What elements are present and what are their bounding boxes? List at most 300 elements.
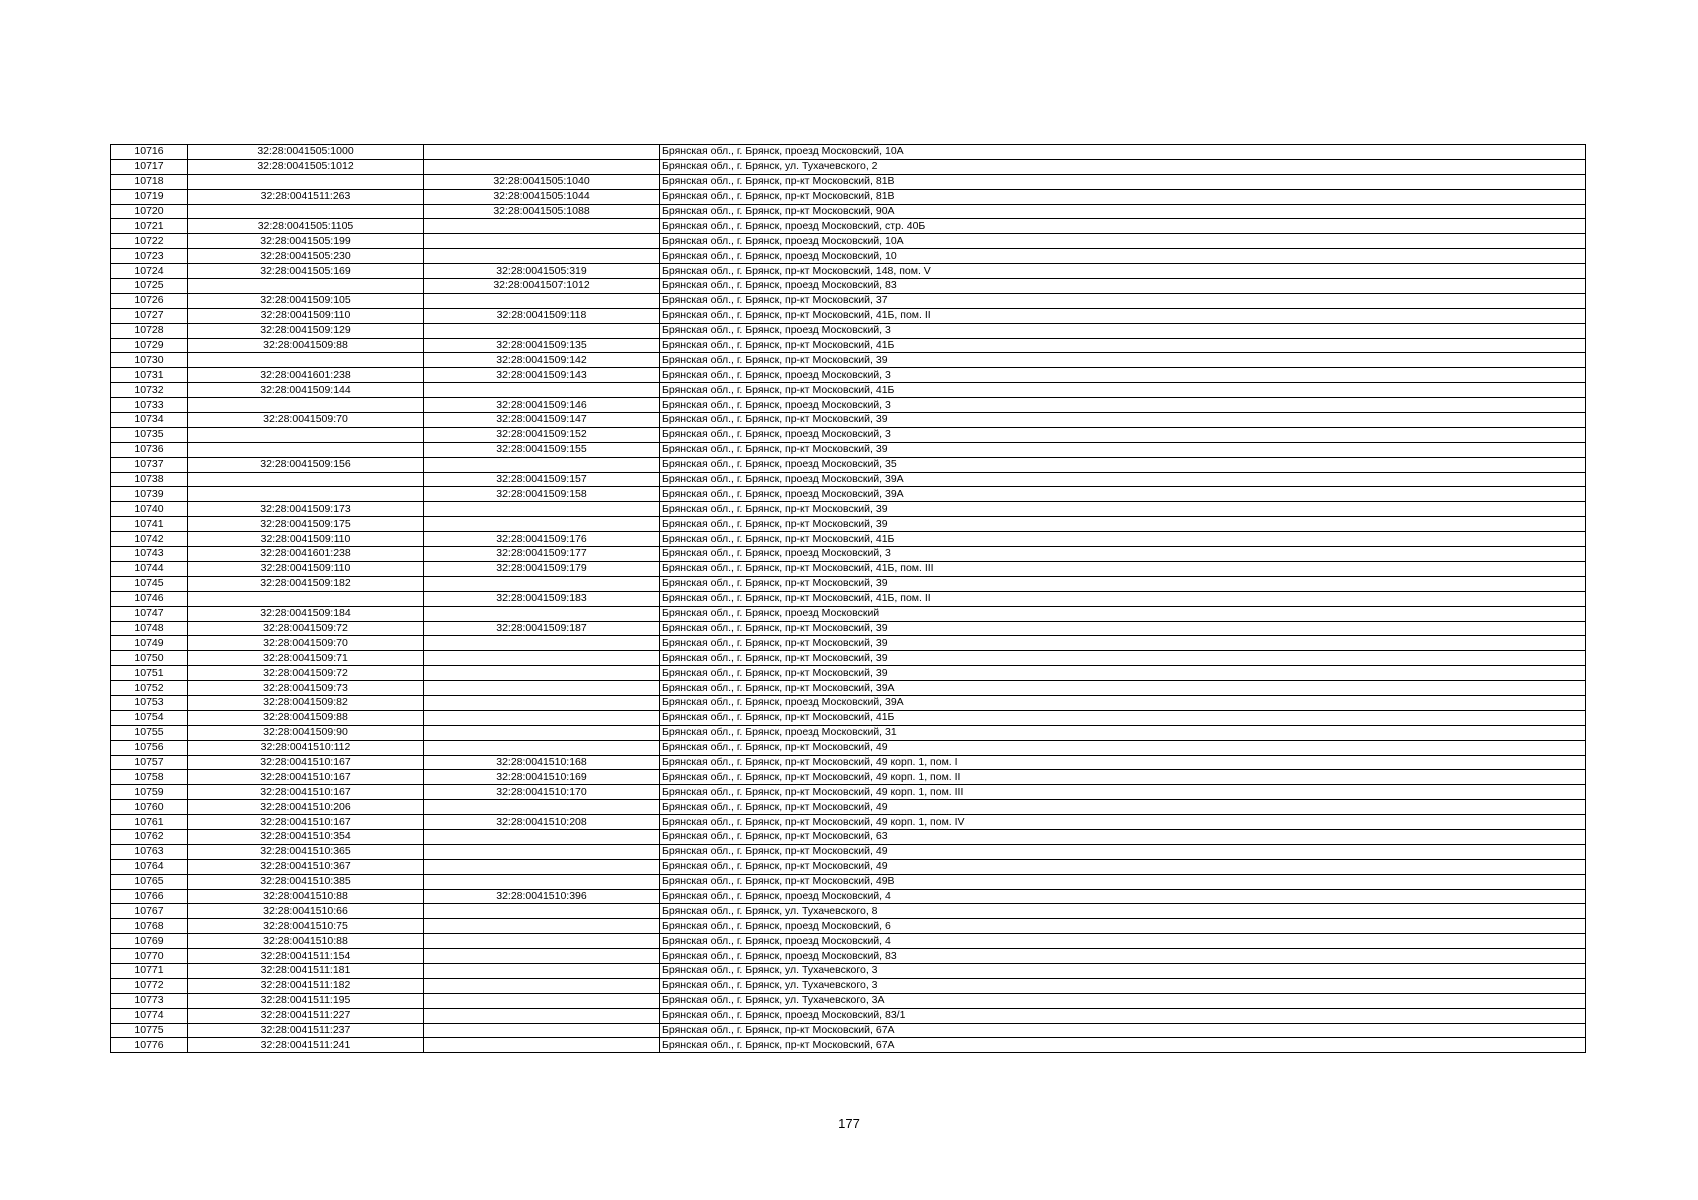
land-cadastral-number-cell: 32:28:0041511:263 <box>188 189 424 204</box>
object-cadastral-number-cell <box>424 576 660 591</box>
address-cell: Брянская обл., г. Брянск, проезд Московский, 39А <box>660 487 1586 502</box>
object-cadastral-number-cell <box>424 383 660 398</box>
row-number-cell: 10772 <box>111 978 188 993</box>
object-cadastral-number-cell: 32:28:0041505:1088 <box>424 204 660 219</box>
address-cell: Брянская обл., г. Брянск, пр-кт Московский, 39 <box>660 353 1586 368</box>
table-row <box>111 472 1586 487</box>
object-cadastral-number-cell: 32:28:0041509:146 <box>424 398 660 413</box>
address-cell: Брянская обл., г. Брянск, пр-кт Московский, 49 корп. 1, пом. I <box>660 755 1586 770</box>
object-cadastral-number-cell: 32:28:0041510:208 <box>424 815 660 830</box>
row-number-cell: 10737 <box>111 457 188 472</box>
object-cadastral-number-cell: 32:28:0041509:142 <box>424 353 660 368</box>
table-row <box>111 159 1586 174</box>
table-row <box>111 963 1586 978</box>
land-cadastral-number-cell: 32:28:0041509:110 <box>188 532 424 547</box>
address-cell: Брянская обл., г. Брянск, проезд Московский, 3 <box>660 323 1586 338</box>
row-number-cell: 10768 <box>111 919 188 934</box>
table-row <box>111 993 1586 1008</box>
row-number-cell: 10765 <box>111 874 188 889</box>
land-cadastral-number-cell: 32:28:0041509:73 <box>188 681 424 696</box>
row-number-cell: 10761 <box>111 815 188 830</box>
table-row <box>111 919 1586 934</box>
object-cadastral-number-cell <box>424 636 660 651</box>
land-cadastral-number-cell: 32:28:0041509:110 <box>188 308 424 323</box>
row-number-cell: 10753 <box>111 695 188 710</box>
object-cadastral-number-cell <box>424 1008 660 1023</box>
address-cell: Брянская обл., г. Брянск, проезд Московский, 4 <box>660 934 1586 949</box>
row-number-cell: 10771 <box>111 963 188 978</box>
row-number-cell: 10774 <box>111 1008 188 1023</box>
land-cadastral-number-cell: 32:28:0041511:182 <box>188 978 424 993</box>
address-cell: Брянская обл., г. Брянск, пр-кт Московский, 49 корп. 1, пом. II <box>660 770 1586 785</box>
land-cadastral-number-cell: 32:28:0041510:167 <box>188 785 424 800</box>
land-cadastral-number-cell: 32:28:0041510:75 <box>188 919 424 934</box>
object-cadastral-number-cell: 32:28:0041509:179 <box>424 561 660 576</box>
address-cell: Брянская обл., г. Брянск, проезд Московский, 83 <box>660 279 1586 294</box>
table-row <box>111 934 1586 949</box>
object-cadastral-number-cell: 32:28:0041510:396 <box>424 889 660 904</box>
address-cell: Брянская обл., г. Брянск, проезд Московский, 3 <box>660 398 1586 413</box>
address-cell: Брянская обл., г. Брянск, проезд Московский, 35 <box>660 457 1586 472</box>
land-cadastral-number-cell: 32:28:0041511:237 <box>188 1023 424 1038</box>
table-row <box>111 681 1586 696</box>
row-number-cell: 10749 <box>111 636 188 651</box>
address-cell: Брянская обл., г. Брянск, пр-кт Московский, 41Б, пом. II <box>660 591 1586 606</box>
row-number-cell: 10738 <box>111 472 188 487</box>
land-cadastral-number-cell <box>188 398 424 413</box>
land-cadastral-number-cell: 32:28:0041601:238 <box>188 547 424 562</box>
address-cell: Брянская обл., г. Брянск, пр-кт Московский, 41Б <box>660 338 1586 353</box>
row-number-cell: 10739 <box>111 487 188 502</box>
row-number-cell: 10773 <box>111 993 188 1008</box>
address-cell: Брянская обл., г. Брянск, проезд Московский, 6 <box>660 919 1586 934</box>
table-row <box>111 576 1586 591</box>
object-cadastral-number-cell: 32:28:0041509:183 <box>424 591 660 606</box>
land-cadastral-number-cell: 32:28:0041509:70 <box>188 413 424 428</box>
object-cadastral-number-cell <box>424 978 660 993</box>
object-cadastral-number-cell: 32:28:0041505:1040 <box>424 174 660 189</box>
table-row <box>111 1008 1586 1023</box>
table-row <box>111 874 1586 889</box>
row-number-cell: 10762 <box>111 829 188 844</box>
table-row <box>111 234 1586 249</box>
row-number-cell: 10731 <box>111 368 188 383</box>
row-number-cell: 10750 <box>111 651 188 666</box>
table-row <box>111 829 1586 844</box>
address-cell: Брянская обл., г. Брянск, пр-кт Московский, 39 <box>660 517 1586 532</box>
address-cell: Брянская обл., г. Брянск, пр-кт Московский, 90А <box>660 204 1586 219</box>
address-cell: Брянская обл., г. Брянск, пр-кт Московский, 49В <box>660 874 1586 889</box>
land-cadastral-number-cell <box>188 353 424 368</box>
row-number-cell: 10730 <box>111 353 188 368</box>
land-cadastral-number-cell: 32:28:0041509:71 <box>188 651 424 666</box>
land-cadastral-number-cell: 32:28:0041511:241 <box>188 1038 424 1053</box>
land-cadastral-number-cell: 32:28:0041510:167 <box>188 755 424 770</box>
object-cadastral-number-cell <box>424 606 660 621</box>
object-cadastral-number-cell: 32:28:0041509:152 <box>424 427 660 442</box>
row-number-cell: 10732 <box>111 383 188 398</box>
table-row <box>111 740 1586 755</box>
object-cadastral-number-cell: 32:28:0041510:168 <box>424 755 660 770</box>
land-cadastral-number-cell: 32:28:0041509:88 <box>188 710 424 725</box>
address-cell: Брянская обл., г. Брянск, пр-кт Московский, 63 <box>660 829 1586 844</box>
row-number-cell: 10751 <box>111 666 188 681</box>
object-cadastral-number-cell <box>424 859 660 874</box>
address-cell: Брянская обл., г. Брянск, пр-кт Московский, 41Б, пом. II <box>660 308 1586 323</box>
row-number-cell: 10716 <box>111 145 188 160</box>
address-cell: Брянская обл., г. Брянск, проезд Московский, 83/1 <box>660 1008 1586 1023</box>
land-cadastral-number-cell: 32:28:0041505:199 <box>188 234 424 249</box>
land-cadastral-number-cell: 32:28:0041601:238 <box>188 368 424 383</box>
land-cadastral-number-cell: 32:28:0041505:1000 <box>188 145 424 160</box>
land-cadastral-number-cell: 32:28:0041505:1012 <box>188 159 424 174</box>
registry-table-body <box>111 145 1586 1053</box>
land-cadastral-number-cell: 32:28:0041511:227 <box>188 1008 424 1023</box>
table-row <box>111 279 1586 294</box>
table-row <box>111 293 1586 308</box>
table-row <box>111 323 1586 338</box>
object-cadastral-number-cell: 32:28:0041510:169 <box>424 770 660 785</box>
row-number-cell: 10752 <box>111 681 188 696</box>
table-row <box>111 427 1586 442</box>
object-cadastral-number-cell <box>424 919 660 934</box>
address-cell: Брянская обл., г. Брянск, пр-кт Московский, 49 <box>660 859 1586 874</box>
table-row <box>111 353 1586 368</box>
land-cadastral-number-cell: 32:28:0041511:181 <box>188 963 424 978</box>
address-cell: Брянская обл., г. Брянск, проезд Московский, 83 <box>660 949 1586 964</box>
land-cadastral-number-cell: 32:28:0041510:367 <box>188 859 424 874</box>
address-cell: Брянская обл., г. Брянск, ул. Тухачевского, 3 <box>660 963 1586 978</box>
object-cadastral-number-cell: 32:28:0041509:158 <box>424 487 660 502</box>
object-cadastral-number-cell <box>424 681 660 696</box>
address-cell: Брянская обл., г. Брянск, проезд Московский, 3 <box>660 547 1586 562</box>
land-cadastral-number-cell: 32:28:0041509:72 <box>188 621 424 636</box>
address-cell: Брянская обл., г. Брянск, ул. Тухачевского, 3 <box>660 978 1586 993</box>
row-number-cell: 10755 <box>111 725 188 740</box>
object-cadastral-number-cell <box>424 963 660 978</box>
object-cadastral-number-cell <box>424 934 660 949</box>
object-cadastral-number-cell <box>424 904 660 919</box>
land-cadastral-number-cell: 32:28:0041509:173 <box>188 502 424 517</box>
land-cadastral-number-cell: 32:28:0041510:167 <box>188 815 424 830</box>
table-row <box>111 1023 1586 1038</box>
table-row <box>111 219 1586 234</box>
object-cadastral-number-cell: 32:28:0041509:187 <box>424 621 660 636</box>
land-cadastral-number-cell: 32:28:0041509:184 <box>188 606 424 621</box>
row-number-cell: 10725 <box>111 279 188 294</box>
land-cadastral-number-cell: 32:28:0041505:230 <box>188 249 424 264</box>
land-cadastral-number-cell <box>188 279 424 294</box>
row-number-cell: 10754 <box>111 710 188 725</box>
address-cell: Брянская обл., г. Брянск, пр-кт Московский, 41Б <box>660 383 1586 398</box>
table-row <box>111 308 1586 323</box>
address-cell: Брянская обл., г. Брянск, пр-кт Московский, 39 <box>660 651 1586 666</box>
address-cell: Брянская обл., г. Брянск, пр-кт Московский, 41Б <box>660 710 1586 725</box>
object-cadastral-number-cell: 32:28:0041509:155 <box>424 442 660 457</box>
object-cadastral-number-cell <box>424 829 660 844</box>
row-number-cell: 10756 <box>111 740 188 755</box>
row-number-cell: 10776 <box>111 1038 188 1053</box>
object-cadastral-number-cell <box>424 517 660 532</box>
row-number-cell: 10717 <box>111 159 188 174</box>
table-row <box>111 785 1586 800</box>
table-row <box>111 264 1586 279</box>
address-cell: Брянская обл., г. Брянск, пр-кт Московский, 41Б <box>660 532 1586 547</box>
address-cell: Брянская обл., г. Брянск, проезд Московский, 3 <box>660 368 1586 383</box>
address-cell: Брянская обл., г. Брянск, ул. Тухачевского, 3А <box>660 993 1586 1008</box>
row-number-cell: 10746 <box>111 591 188 606</box>
land-cadastral-number-cell: 32:28:0041510:365 <box>188 844 424 859</box>
row-number-cell: 10766 <box>111 889 188 904</box>
address-cell: Брянская обл., г. Брянск, проезд Московский, 31 <box>660 725 1586 740</box>
row-number-cell: 10775 <box>111 1023 188 1038</box>
object-cadastral-number-cell <box>424 159 660 174</box>
address-cell: Брянская обл., г. Брянск, проезд Московский, 10А <box>660 145 1586 160</box>
table-row <box>111 1038 1586 1053</box>
land-cadastral-number-cell: 32:28:0041510:88 <box>188 889 424 904</box>
row-number-cell: 10720 <box>111 204 188 219</box>
address-cell: Брянская обл., г. Брянск, пр-кт Московский, 37 <box>660 293 1586 308</box>
table-row <box>111 904 1586 919</box>
row-number-cell: 10770 <box>111 949 188 964</box>
address-cell: Брянская обл., г. Брянск, пр-кт Московский, 39 <box>660 413 1586 428</box>
land-cadastral-number-cell: 32:28:0041510:112 <box>188 740 424 755</box>
table-row <box>111 398 1586 413</box>
land-cadastral-number-cell: 32:28:0041509:156 <box>188 457 424 472</box>
row-number-cell: 10736 <box>111 442 188 457</box>
address-cell: Брянская обл., г. Брянск, ул. Тухачевского, 8 <box>660 904 1586 919</box>
land-cadastral-number-cell: 32:28:0041509:88 <box>188 338 424 353</box>
table-row <box>111 889 1586 904</box>
object-cadastral-number-cell <box>424 249 660 264</box>
object-cadastral-number-cell <box>424 740 660 755</box>
table-row <box>111 725 1586 740</box>
table-row <box>111 695 1586 710</box>
row-number-cell: 10718 <box>111 174 188 189</box>
land-cadastral-number-cell: 32:28:0041510:385 <box>188 874 424 889</box>
object-cadastral-number-cell: 32:28:0041509:118 <box>424 308 660 323</box>
object-cadastral-number-cell: 32:28:0041509:157 <box>424 472 660 487</box>
row-number-cell: 10759 <box>111 785 188 800</box>
land-cadastral-number-cell: 32:28:0041509:129 <box>188 323 424 338</box>
row-number-cell: 10724 <box>111 264 188 279</box>
land-cadastral-number-cell: 32:28:0041509:72 <box>188 666 424 681</box>
row-number-cell: 10721 <box>111 219 188 234</box>
object-cadastral-number-cell: 32:28:0041509:147 <box>424 413 660 428</box>
land-cadastral-number-cell: 32:28:0041509:182 <box>188 576 424 591</box>
row-number-cell: 10722 <box>111 234 188 249</box>
object-cadastral-number-cell <box>424 1023 660 1038</box>
object-cadastral-number-cell <box>424 695 660 710</box>
land-cadastral-number-cell: 32:28:0041510:354 <box>188 829 424 844</box>
address-cell: Брянская обл., г. Брянск, пр-кт Московский, 49 <box>660 844 1586 859</box>
land-cadastral-number-cell <box>188 204 424 219</box>
object-cadastral-number-cell <box>424 219 660 234</box>
table-row <box>111 636 1586 651</box>
land-cadastral-number-cell <box>188 427 424 442</box>
table-row <box>111 249 1586 264</box>
object-cadastral-number-cell <box>424 666 660 681</box>
land-cadastral-number-cell: 32:28:0041509:110 <box>188 561 424 576</box>
land-cadastral-number-cell <box>188 591 424 606</box>
object-cadastral-number-cell: 32:28:0041505:1044 <box>424 189 660 204</box>
row-number-cell: 10769 <box>111 934 188 949</box>
row-number-cell: 10726 <box>111 293 188 308</box>
land-cadastral-number-cell: 32:28:0041510:66 <box>188 904 424 919</box>
row-number-cell: 10760 <box>111 800 188 815</box>
table-row <box>111 978 1586 993</box>
table-row <box>111 815 1586 830</box>
row-number-cell: 10728 <box>111 323 188 338</box>
object-cadastral-number-cell <box>424 651 660 666</box>
table-row <box>111 487 1586 502</box>
address-cell: Брянская обл., г. Брянск, пр-кт Московский, 49 корп. 1, пом. III <box>660 785 1586 800</box>
object-cadastral-number-cell <box>424 234 660 249</box>
row-number-cell: 10745 <box>111 576 188 591</box>
address-cell: Брянская обл., г. Брянск, пр-кт Московский, 49 <box>660 740 1586 755</box>
page-number: 177 <box>838 1116 860 1131</box>
land-cadastral-number-cell: 32:28:0041510:206 <box>188 800 424 815</box>
table-row <box>111 189 1586 204</box>
address-cell: Брянская обл., г. Брянск, пр-кт Московский, 67А <box>660 1023 1586 1038</box>
address-cell: Брянская обл., г. Брянск, пр-кт Московский, 39 <box>660 621 1586 636</box>
address-cell: Брянская обл., г. Брянск, проезд Московский <box>660 606 1586 621</box>
table-row <box>111 517 1586 532</box>
row-number-cell: 10741 <box>111 517 188 532</box>
object-cadastral-number-cell: 32:28:0041509:177 <box>424 547 660 562</box>
address-cell: Брянская обл., г. Брянск, пр-кт Московский, 39А <box>660 681 1586 696</box>
object-cadastral-number-cell <box>424 844 660 859</box>
address-cell: Брянская обл., г. Брянск, проезд Московский, 39А <box>660 695 1586 710</box>
row-number-cell: 10727 <box>111 308 188 323</box>
object-cadastral-number-cell <box>424 323 660 338</box>
row-number-cell: 10729 <box>111 338 188 353</box>
land-cadastral-number-cell: 32:28:0041505:169 <box>188 264 424 279</box>
object-cadastral-number-cell <box>424 502 660 517</box>
object-cadastral-number-cell: 32:28:0041509:135 <box>424 338 660 353</box>
object-cadastral-number-cell <box>424 993 660 1008</box>
row-number-cell: 10744 <box>111 561 188 576</box>
table-row <box>111 204 1586 219</box>
land-cadastral-number-cell <box>188 442 424 457</box>
land-cadastral-number-cell: 32:28:0041509:90 <box>188 725 424 740</box>
table-row <box>111 547 1586 562</box>
land-cadastral-number-cell: 32:28:0041509:105 <box>188 293 424 308</box>
land-cadastral-number-cell: 32:28:0041509:144 <box>188 383 424 398</box>
registry-table <box>110 144 1586 1053</box>
address-cell: Брянская обл., г. Брянск, пр-кт Московский, 81В <box>660 189 1586 204</box>
table-row <box>111 651 1586 666</box>
land-cadastral-number-cell: 32:28:0041505:1105 <box>188 219 424 234</box>
table-row <box>111 413 1586 428</box>
object-cadastral-number-cell: 32:28:0041509:143 <box>424 368 660 383</box>
address-cell: Брянская обл., г. Брянск, проезд Московский, 39А <box>660 472 1586 487</box>
land-cadastral-number-cell: 32:28:0041509:175 <box>188 517 424 532</box>
row-number-cell: 10719 <box>111 189 188 204</box>
address-cell: Брянская обл., г. Брянск, пр-кт Московский, 49 <box>660 800 1586 815</box>
table-row <box>111 621 1586 636</box>
land-cadastral-number-cell: 32:28:0041511:154 <box>188 949 424 964</box>
table-row <box>111 338 1586 353</box>
object-cadastral-number-cell <box>424 874 660 889</box>
row-number-cell: 10757 <box>111 755 188 770</box>
address-cell: Брянская обл., г. Брянск, пр-кт Московский, 81В <box>660 174 1586 189</box>
land-cadastral-number-cell <box>188 487 424 502</box>
object-cadastral-number-cell: 32:28:0041510:170 <box>424 785 660 800</box>
row-number-cell: 10733 <box>111 398 188 413</box>
land-cadastral-number-cell <box>188 174 424 189</box>
row-number-cell: 10763 <box>111 844 188 859</box>
row-number-cell: 10748 <box>111 621 188 636</box>
row-number-cell: 10734 <box>111 413 188 428</box>
table-row <box>111 606 1586 621</box>
address-cell: Брянская обл., г. Брянск, пр-кт Московский, 49 корп. 1, пом. IV <box>660 815 1586 830</box>
object-cadastral-number-cell: 32:28:0041507:1012 <box>424 279 660 294</box>
address-cell: Брянская обл., г. Брянск, проезд Московский, 3 <box>660 427 1586 442</box>
object-cadastral-number-cell <box>424 293 660 308</box>
address-cell: Брянская обл., г. Брянск, пр-кт Московский, 39 <box>660 636 1586 651</box>
table-row <box>111 859 1586 874</box>
table-row <box>111 368 1586 383</box>
table-row <box>111 755 1586 770</box>
object-cadastral-number-cell <box>424 800 660 815</box>
address-cell: Брянская обл., г. Брянск, пр-кт Московский, 39 <box>660 576 1586 591</box>
table-row <box>111 666 1586 681</box>
object-cadastral-number-cell: 32:28:0041509:176 <box>424 532 660 547</box>
address-cell: Брянская обл., г. Брянск, проезд Московский, 10А <box>660 234 1586 249</box>
object-cadastral-number-cell <box>424 1038 660 1053</box>
land-cadastral-number-cell: 32:28:0041510:167 <box>188 770 424 785</box>
land-cadastral-number-cell: 32:28:0041510:88 <box>188 934 424 949</box>
row-number-cell: 10735 <box>111 427 188 442</box>
table-row <box>111 561 1586 576</box>
row-number-cell: 10742 <box>111 532 188 547</box>
object-cadastral-number-cell <box>424 725 660 740</box>
row-number-cell: 10743 <box>111 547 188 562</box>
table-row <box>111 710 1586 725</box>
address-cell: Брянская обл., г. Брянск, пр-кт Московский, 41Б, пом. III <box>660 561 1586 576</box>
object-cadastral-number-cell <box>424 949 660 964</box>
row-number-cell: 10740 <box>111 502 188 517</box>
table-row <box>111 174 1586 189</box>
land-cadastral-number-cell: 32:28:0041511:195 <box>188 993 424 1008</box>
object-cadastral-number-cell <box>424 457 660 472</box>
land-cadastral-number-cell: 32:28:0041509:70 <box>188 636 424 651</box>
land-cadastral-number-cell: 32:28:0041509:82 <box>188 695 424 710</box>
table-row <box>111 383 1586 398</box>
table-row <box>111 949 1586 964</box>
land-cadastral-number-cell <box>188 472 424 487</box>
address-cell: Брянская обл., г. Брянск, ул. Тухачевского, 2 <box>660 159 1586 174</box>
address-cell: Брянская обл., г. Брянск, проезд Московский, стр. 40Б <box>660 219 1586 234</box>
table-row <box>111 145 1586 160</box>
table-row <box>111 591 1586 606</box>
row-number-cell: 10764 <box>111 859 188 874</box>
address-cell: Брянская обл., г. Брянск, пр-кт Московский, 39 <box>660 442 1586 457</box>
address-cell: Брянская обл., г. Брянск, пр-кт Московский, 67А <box>660 1038 1586 1053</box>
object-cadastral-number-cell <box>424 710 660 725</box>
object-cadastral-number-cell: 32:28:0041505:319 <box>424 264 660 279</box>
table-row <box>111 442 1586 457</box>
table-row <box>111 770 1586 785</box>
address-cell: Брянская обл., г. Брянск, проезд Московский, 10 <box>660 249 1586 264</box>
address-cell: Брянская обл., г. Брянск, пр-кт Московский, 39 <box>660 666 1586 681</box>
row-number-cell: 10767 <box>111 904 188 919</box>
row-number-cell: 10758 <box>111 770 188 785</box>
address-cell: Брянская обл., г. Брянск, проезд Московский, 4 <box>660 889 1586 904</box>
table-row <box>111 844 1586 859</box>
table-row <box>111 800 1586 815</box>
